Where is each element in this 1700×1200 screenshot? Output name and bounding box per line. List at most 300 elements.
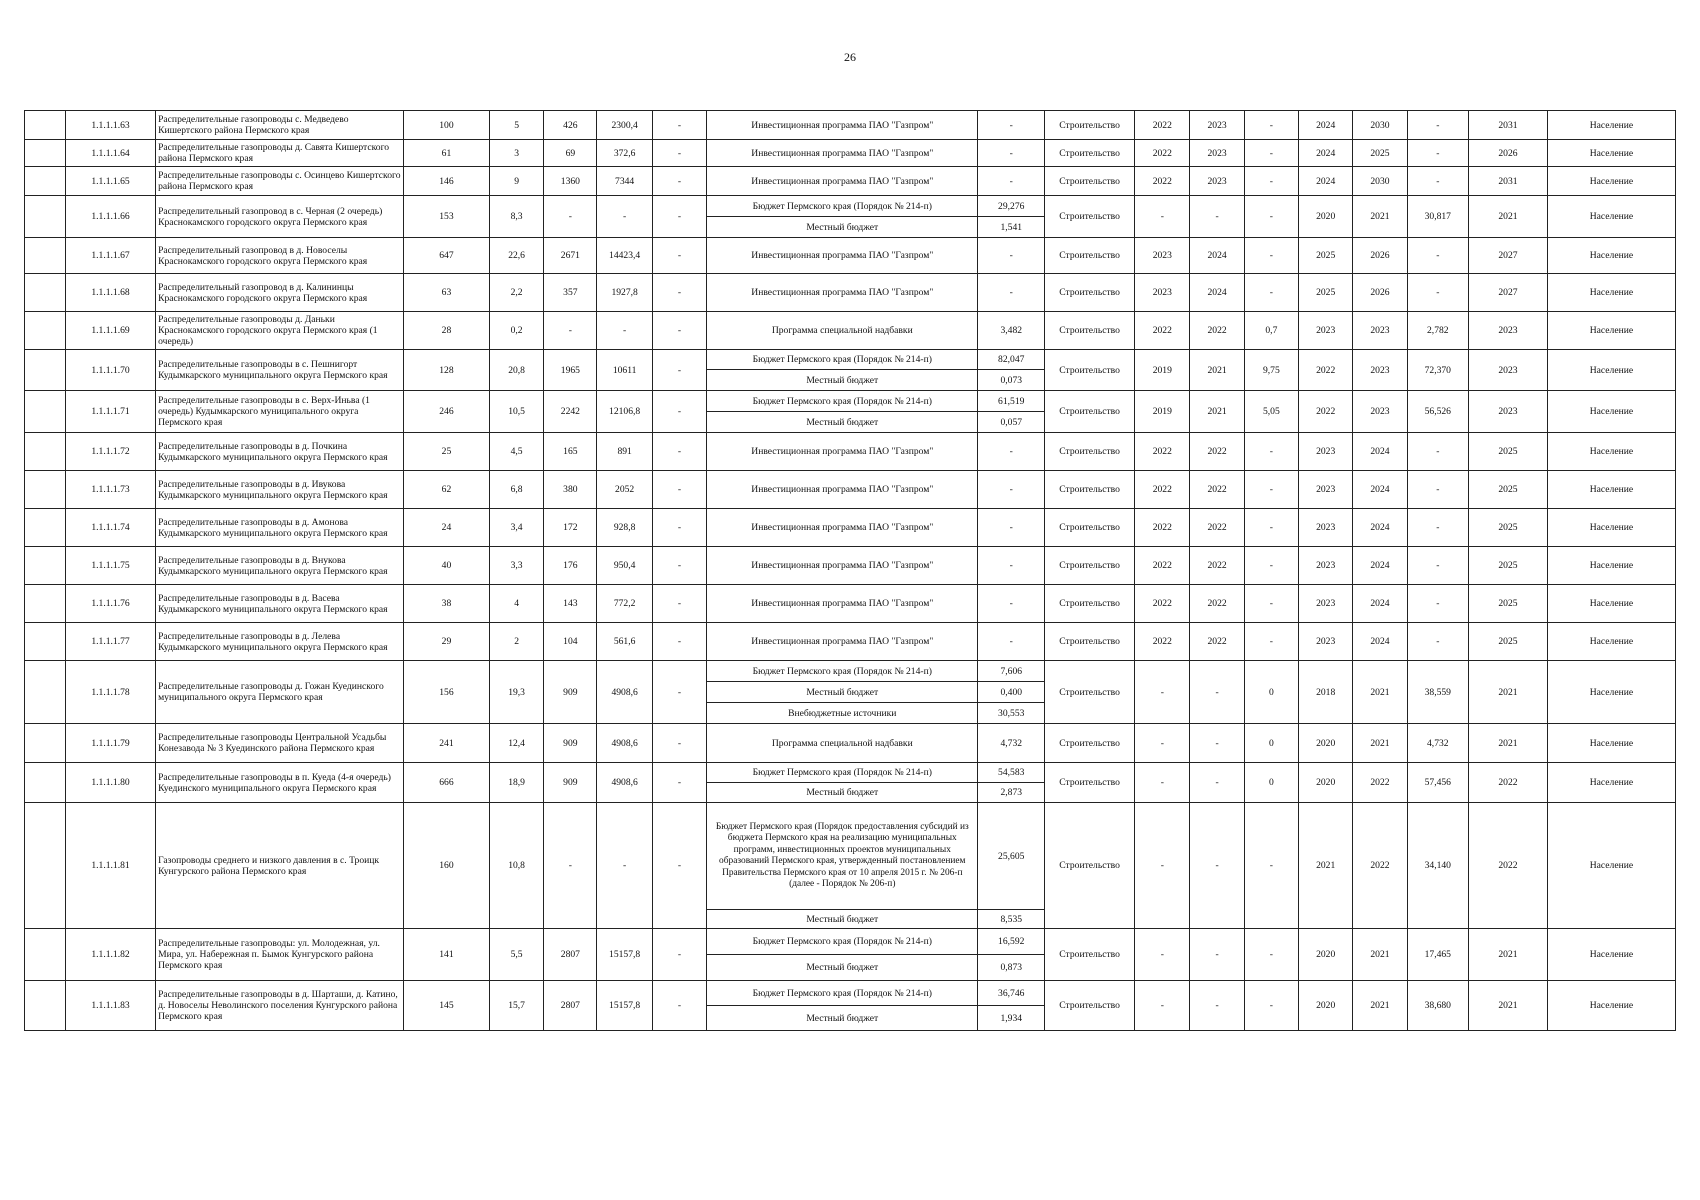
purpose: Население bbox=[1547, 724, 1675, 763]
value-cell: - bbox=[1244, 623, 1298, 661]
year-cell: - bbox=[1135, 929, 1190, 981]
purpose: Население bbox=[1547, 661, 1675, 724]
value-cell: - bbox=[652, 509, 706, 547]
year-cell: 2022 bbox=[1190, 547, 1244, 585]
year-cell: 2025 bbox=[1469, 471, 1548, 509]
funding-amount: 8,535 bbox=[978, 910, 1045, 929]
funding-source: Бюджет Пермского края (Порядок № 214-п) bbox=[707, 929, 978, 955]
value-cell: - bbox=[1407, 433, 1468, 471]
item-code: 1.1.1.1.71 bbox=[65, 391, 155, 433]
funding-amount: 7,606 bbox=[978, 661, 1045, 682]
year-cell: 2021 bbox=[1469, 929, 1548, 981]
value-cell: 241 bbox=[403, 724, 489, 763]
year-cell: 2026 bbox=[1353, 238, 1407, 274]
value-cell: 1360 bbox=[544, 167, 597, 196]
value-cell: 141 bbox=[403, 929, 489, 981]
table-row bbox=[25, 111, 1676, 140]
value-cell: 30,817 bbox=[1407, 196, 1468, 238]
funding-amount: 2,873 bbox=[978, 783, 1045, 803]
value-cell: 4 bbox=[489, 585, 543, 623]
table-row bbox=[25, 312, 1676, 350]
funding-amount: 1,934 bbox=[978, 1006, 1045, 1031]
table-row bbox=[25, 724, 1676, 763]
value-cell: - bbox=[1407, 471, 1468, 509]
value-cell: 100 bbox=[403, 111, 489, 140]
table-row bbox=[25, 981, 1676, 1006]
purpose: Население bbox=[1547, 274, 1675, 312]
work-type: Строительство bbox=[1045, 661, 1135, 724]
funding-amount: - bbox=[978, 471, 1045, 509]
object-name: Распределительные газопроводы в д. Внукова Кудымкарского муниципального округа Пермского края bbox=[156, 547, 404, 585]
blank-cell bbox=[25, 140, 66, 167]
year-cell: 2023 bbox=[1469, 312, 1548, 350]
page-number: 26 bbox=[844, 50, 856, 64]
value-cell: - bbox=[544, 196, 597, 238]
value-cell: 2,2 bbox=[489, 274, 543, 312]
purpose: Население bbox=[1547, 471, 1675, 509]
blank-cell bbox=[25, 312, 66, 350]
purpose: Население bbox=[1547, 803, 1675, 929]
object-name: Распределительные газопроводы в с. Верх-Иньва (1 очередь) Кудымкарского муниципального округа Пермского края bbox=[156, 391, 404, 433]
year-cell: 2025 bbox=[1353, 140, 1407, 167]
year-cell: 2021 bbox=[1469, 724, 1548, 763]
funding-amount: - bbox=[978, 585, 1045, 623]
year-cell: 2022 bbox=[1190, 585, 1244, 623]
year-cell: 2023 bbox=[1299, 623, 1353, 661]
blank-cell bbox=[25, 391, 66, 433]
value-cell: 9 bbox=[489, 167, 543, 196]
value-cell: - bbox=[1407, 140, 1468, 167]
year-cell: 2025 bbox=[1299, 238, 1353, 274]
blank-cell bbox=[25, 471, 66, 509]
gas-pipeline-table bbox=[24, 110, 1676, 1031]
year-cell: - bbox=[1190, 763, 1244, 803]
year-cell: 2021 bbox=[1190, 391, 1244, 433]
value-cell: 143 bbox=[544, 585, 597, 623]
value-cell: 12,4 bbox=[489, 724, 543, 763]
year-cell: 2019 bbox=[1135, 350, 1190, 391]
value-cell: - bbox=[652, 274, 706, 312]
purpose: Население bbox=[1547, 547, 1675, 585]
object-name: Распределительные газопроводы с. Медведево Кишертского района Пермского края bbox=[156, 111, 404, 140]
item-code: 1.1.1.1.83 bbox=[65, 981, 155, 1031]
value-cell: 4,5 bbox=[489, 433, 543, 471]
value-cell: - bbox=[652, 471, 706, 509]
year-cell: - bbox=[1135, 196, 1190, 238]
year-cell: 2021 bbox=[1469, 661, 1548, 724]
value-cell: 62 bbox=[403, 471, 489, 509]
table-row bbox=[25, 196, 1676, 217]
funding-source: Бюджет Пермского края (Порядок предоставления субсидий из бюджета Пермского края на реализацию муниципальных программ, инвестиционных проектов муниципальных образований Пермского края, утвержденный постановлением Правительства Пермского края от 10 апреля 2015 г. № 206-п (далее - Порядок № 206-п) bbox=[707, 803, 978, 910]
value-cell: 3 bbox=[489, 140, 543, 167]
year-cell: 2020 bbox=[1299, 981, 1353, 1031]
value-cell: 2807 bbox=[544, 981, 597, 1031]
work-type: Строительство bbox=[1045, 929, 1135, 981]
year-cell: 2030 bbox=[1353, 111, 1407, 140]
funding-source: Инвестиционная программа ПАО "Газпром" bbox=[707, 433, 978, 471]
value-cell: 34,140 bbox=[1407, 803, 1468, 929]
value-cell: 2,782 bbox=[1407, 312, 1468, 350]
object-name: Распределительный газопровод в д. Калининцы Краснокамского городского округа Пермского края bbox=[156, 274, 404, 312]
funding-amount: 3,482 bbox=[978, 312, 1045, 350]
funding-source: Инвестиционная программа ПАО "Газпром" bbox=[707, 547, 978, 585]
funding-amount: 36,746 bbox=[978, 981, 1045, 1006]
year-cell: 2022 bbox=[1135, 140, 1190, 167]
value-cell: 38,680 bbox=[1407, 981, 1468, 1031]
value-cell: 2052 bbox=[597, 471, 652, 509]
value-cell: 128 bbox=[403, 350, 489, 391]
year-cell: - bbox=[1190, 929, 1244, 981]
value-cell: 928,8 bbox=[597, 509, 652, 547]
purpose: Население bbox=[1547, 312, 1675, 350]
value-cell: - bbox=[652, 196, 706, 238]
value-cell: 38,559 bbox=[1407, 661, 1468, 724]
year-cell: 2023 bbox=[1299, 547, 1353, 585]
year-cell: 2024 bbox=[1353, 509, 1407, 547]
funding-source: Инвестиционная программа ПАО "Газпром" bbox=[707, 623, 978, 661]
funding-amount: 29,276 bbox=[978, 196, 1045, 217]
blank-cell bbox=[25, 623, 66, 661]
year-cell: 2022 bbox=[1469, 803, 1548, 929]
object-name: Распределительные газопроводы д. Даньки Краснокамского городского округа Пермского края (1 очередь) bbox=[156, 312, 404, 350]
funding-amount: - bbox=[978, 623, 1045, 661]
value-cell: 19,3 bbox=[489, 661, 543, 724]
year-cell: 2022 bbox=[1299, 391, 1353, 433]
year-cell: 2025 bbox=[1299, 274, 1353, 312]
year-cell: 2023 bbox=[1353, 350, 1407, 391]
blank-cell bbox=[25, 433, 66, 471]
object-name: Распределительные газопроводы в д. Шарташи, д. Катино, д. Новоселы Неволинского поселения Кунгурского района Пермского края bbox=[156, 981, 404, 1031]
value-cell: 72,370 bbox=[1407, 350, 1468, 391]
funding-source: Бюджет Пермского края (Порядок № 214-п) bbox=[707, 661, 978, 682]
value-cell: 56,526 bbox=[1407, 391, 1468, 433]
funding-source: Инвестиционная программа ПАО "Газпром" bbox=[707, 167, 978, 196]
table-row bbox=[25, 509, 1676, 547]
blank-cell bbox=[25, 585, 66, 623]
funding-source: Инвестиционная программа ПАО "Газпром" bbox=[707, 140, 978, 167]
year-cell: 2022 bbox=[1135, 167, 1190, 196]
year-cell: 2027 bbox=[1469, 238, 1548, 274]
year-cell: 2022 bbox=[1469, 763, 1548, 803]
object-name: Распределительные газопроводы д. Гожан Куединского муниципального округа Пермского края bbox=[156, 661, 404, 724]
blank-cell bbox=[25, 350, 66, 391]
value-cell: 666 bbox=[403, 763, 489, 803]
table-row bbox=[25, 763, 1676, 783]
blank-cell bbox=[25, 274, 66, 312]
year-cell: 2023 bbox=[1299, 509, 1353, 547]
funding-amount: 16,592 bbox=[978, 929, 1045, 955]
value-cell: 63 bbox=[403, 274, 489, 312]
funding-source: Инвестиционная программа ПАО "Газпром" bbox=[707, 238, 978, 274]
year-cell: 2024 bbox=[1353, 547, 1407, 585]
value-cell: - bbox=[1244, 803, 1298, 929]
year-cell: 2021 bbox=[1353, 196, 1407, 238]
purpose: Население bbox=[1547, 763, 1675, 803]
table-row bbox=[25, 433, 1676, 471]
year-cell: 2026 bbox=[1469, 140, 1548, 167]
value-cell: 20,8 bbox=[489, 350, 543, 391]
value-cell: 426 bbox=[544, 111, 597, 140]
object-name: Распределительные газопроводы в д. Почкина Кудымкарского муниципального округа Пермского края bbox=[156, 433, 404, 471]
purpose: Население bbox=[1547, 167, 1675, 196]
table-row bbox=[25, 167, 1676, 196]
funding-amount: 82,047 bbox=[978, 350, 1045, 370]
year-cell: 2021 bbox=[1353, 661, 1407, 724]
value-cell: 4908,6 bbox=[597, 724, 652, 763]
value-cell: 2242 bbox=[544, 391, 597, 433]
year-cell: 2023 bbox=[1190, 111, 1244, 140]
item-code: 1.1.1.1.65 bbox=[65, 167, 155, 196]
work-type: Строительство bbox=[1045, 238, 1135, 274]
value-cell: - bbox=[652, 981, 706, 1031]
funding-amount: - bbox=[978, 140, 1045, 167]
item-code: 1.1.1.1.80 bbox=[65, 763, 155, 803]
value-cell: - bbox=[652, 238, 706, 274]
value-cell: 9,75 bbox=[1244, 350, 1298, 391]
funding-source: Инвестиционная программа ПАО "Газпром" bbox=[707, 585, 978, 623]
value-cell: 891 bbox=[597, 433, 652, 471]
value-cell: 3,4 bbox=[489, 509, 543, 547]
work-type: Строительство bbox=[1045, 312, 1135, 350]
funding-source: Бюджет Пермского края (Порядок № 214-п) bbox=[707, 391, 978, 412]
year-cell: 2024 bbox=[1190, 274, 1244, 312]
purpose: Население bbox=[1547, 391, 1675, 433]
year-cell: 2022 bbox=[1135, 111, 1190, 140]
value-cell: 8,3 bbox=[489, 196, 543, 238]
year-cell: 2031 bbox=[1469, 167, 1548, 196]
funding-amount: 4,732 bbox=[978, 724, 1045, 763]
object-name: Распределительные газопроводы в д. Амонова Кудымкарского муниципального округа Пермского края bbox=[156, 509, 404, 547]
value-cell: - bbox=[1407, 623, 1468, 661]
value-cell: 4,732 bbox=[1407, 724, 1468, 763]
year-cell: 2021 bbox=[1353, 929, 1407, 981]
funding-source: Инвестиционная программа ПАО "Газпром" bbox=[707, 471, 978, 509]
item-code: 1.1.1.1.82 bbox=[65, 929, 155, 981]
year-cell: 2025 bbox=[1469, 623, 1548, 661]
value-cell: - bbox=[652, 623, 706, 661]
value-cell: 0 bbox=[1244, 763, 1298, 803]
item-code: 1.1.1.1.81 bbox=[65, 803, 155, 929]
value-cell: 3,3 bbox=[489, 547, 543, 585]
year-cell: 2022 bbox=[1135, 312, 1190, 350]
year-cell: - bbox=[1190, 803, 1244, 929]
value-cell: 5,05 bbox=[1244, 391, 1298, 433]
funding-amount: 1,541 bbox=[978, 217, 1045, 238]
blank-cell bbox=[25, 803, 66, 929]
table-row bbox=[25, 623, 1676, 661]
value-cell: - bbox=[652, 433, 706, 471]
value-cell: - bbox=[652, 547, 706, 585]
value-cell: 61 bbox=[403, 140, 489, 167]
item-code: 1.1.1.1.68 bbox=[65, 274, 155, 312]
work-type: Строительство bbox=[1045, 433, 1135, 471]
year-cell: 2022 bbox=[1135, 433, 1190, 471]
value-cell: - bbox=[1244, 167, 1298, 196]
purpose: Население bbox=[1547, 585, 1675, 623]
year-cell: - bbox=[1190, 661, 1244, 724]
year-cell: 2025 bbox=[1469, 585, 1548, 623]
value-cell: 25 bbox=[403, 433, 489, 471]
funding-amount: - bbox=[978, 547, 1045, 585]
year-cell: - bbox=[1135, 763, 1190, 803]
value-cell: 647 bbox=[403, 238, 489, 274]
funding-amount: - bbox=[978, 238, 1045, 274]
value-cell: 10,8 bbox=[489, 803, 543, 929]
value-cell: 0 bbox=[1244, 724, 1298, 763]
value-cell: 1927,8 bbox=[597, 274, 652, 312]
object-name: Распределительные газопроводы: ул. Молодежная, ул. Мира, ул. Набережная п. Бымок Кунгурского района Пермского края bbox=[156, 929, 404, 981]
year-cell: 2021 bbox=[1190, 350, 1244, 391]
value-cell: 18,9 bbox=[489, 763, 543, 803]
value-cell: - bbox=[1244, 140, 1298, 167]
item-code: 1.1.1.1.63 bbox=[65, 111, 155, 140]
value-cell: 40 bbox=[403, 547, 489, 585]
value-cell: 22,6 bbox=[489, 238, 543, 274]
table-row bbox=[25, 350, 1676, 370]
work-type: Строительство bbox=[1045, 391, 1135, 433]
work-type: Строительство bbox=[1045, 111, 1135, 140]
year-cell: 2022 bbox=[1190, 623, 1244, 661]
value-cell: 380 bbox=[544, 471, 597, 509]
item-code: 1.1.1.1.69 bbox=[65, 312, 155, 350]
value-cell: 160 bbox=[403, 803, 489, 929]
value-cell: 15157,8 bbox=[597, 981, 652, 1031]
funding-amount: 0,073 bbox=[978, 370, 1045, 391]
work-type: Строительство bbox=[1045, 140, 1135, 167]
value-cell: 7344 bbox=[597, 167, 652, 196]
blank-cell bbox=[25, 661, 66, 724]
value-cell: 38 bbox=[403, 585, 489, 623]
value-cell: - bbox=[1244, 929, 1298, 981]
value-cell: - bbox=[652, 929, 706, 981]
year-cell: 2022 bbox=[1190, 471, 1244, 509]
value-cell: - bbox=[652, 111, 706, 140]
value-cell: 246 bbox=[403, 391, 489, 433]
funding-source: Местный бюджет bbox=[707, 1006, 978, 1031]
blank-cell bbox=[25, 547, 66, 585]
value-cell: 165 bbox=[544, 433, 597, 471]
work-type: Строительство bbox=[1045, 274, 1135, 312]
value-cell: 24 bbox=[403, 509, 489, 547]
year-cell: 2022 bbox=[1353, 763, 1407, 803]
value-cell: 0,7 bbox=[1244, 312, 1298, 350]
value-cell: - bbox=[597, 803, 652, 929]
value-cell: - bbox=[1244, 238, 1298, 274]
work-type: Строительство bbox=[1045, 763, 1135, 803]
funding-source: Местный бюджет bbox=[707, 783, 978, 803]
object-name: Распределительный газопровод в с. Черная (2 очередь) Краснокамского городского округа Пермского края bbox=[156, 196, 404, 238]
funding-source: Местный бюджет bbox=[707, 370, 978, 391]
object-name: Распределительные газопроводы с. Осинцево Кишертского района Пермского края bbox=[156, 167, 404, 196]
year-cell: 2022 bbox=[1135, 509, 1190, 547]
funding-source: Бюджет Пермского края (Порядок № 214-п) bbox=[707, 763, 978, 783]
year-cell: 2024 bbox=[1353, 433, 1407, 471]
value-cell: - bbox=[1244, 547, 1298, 585]
object-name: Распределительные газопроводы в п. Куеда (4-я очередь) Куединского муниципального округа Пермского края bbox=[156, 763, 404, 803]
value-cell: 146 bbox=[403, 167, 489, 196]
table-body bbox=[25, 111, 1676, 1031]
value-cell: - bbox=[544, 312, 597, 350]
value-cell: - bbox=[1407, 238, 1468, 274]
table-row bbox=[25, 471, 1676, 509]
year-cell: 2022 bbox=[1190, 509, 1244, 547]
value-cell: - bbox=[1407, 509, 1468, 547]
work-type: Строительство bbox=[1045, 471, 1135, 509]
table-row bbox=[25, 238, 1676, 274]
year-cell: 2024 bbox=[1353, 585, 1407, 623]
item-code: 1.1.1.1.72 bbox=[65, 433, 155, 471]
table-row bbox=[25, 391, 1676, 412]
funding-amount: - bbox=[978, 509, 1045, 547]
year-cell: 2021 bbox=[1353, 724, 1407, 763]
year-cell: 2022 bbox=[1353, 803, 1407, 929]
funding-source: Местный бюджет bbox=[707, 412, 978, 433]
blank-cell bbox=[25, 167, 66, 196]
value-cell: - bbox=[1244, 111, 1298, 140]
value-cell: 0,2 bbox=[489, 312, 543, 350]
year-cell: 2026 bbox=[1353, 274, 1407, 312]
year-cell: 2031 bbox=[1469, 111, 1548, 140]
table-container bbox=[24, 110, 1676, 1031]
funding-amount: - bbox=[978, 111, 1045, 140]
item-code: 1.1.1.1.76 bbox=[65, 585, 155, 623]
value-cell: 950,4 bbox=[597, 547, 652, 585]
object-name: Распределительные газопроводы в с. Пешнигорт Кудымкарского муниципального округа Пермского края bbox=[156, 350, 404, 391]
value-cell: 15,7 bbox=[489, 981, 543, 1031]
item-code: 1.1.1.1.74 bbox=[65, 509, 155, 547]
value-cell: - bbox=[1407, 111, 1468, 140]
value-cell: 2 bbox=[489, 623, 543, 661]
year-cell: 2021 bbox=[1299, 803, 1353, 929]
year-cell: 2030 bbox=[1353, 167, 1407, 196]
year-cell: 2024 bbox=[1299, 167, 1353, 196]
item-code: 1.1.1.1.64 bbox=[65, 140, 155, 167]
purpose: Население bbox=[1547, 433, 1675, 471]
year-cell: 2024 bbox=[1299, 111, 1353, 140]
funding-source: Бюджет Пермского края (Порядок № 214-п) bbox=[707, 196, 978, 217]
year-cell: - bbox=[1190, 724, 1244, 763]
year-cell: 2021 bbox=[1469, 196, 1548, 238]
value-cell: - bbox=[1244, 471, 1298, 509]
value-cell: 909 bbox=[544, 763, 597, 803]
value-cell: 5,5 bbox=[489, 929, 543, 981]
year-cell: - bbox=[1135, 724, 1190, 763]
year-cell: 2021 bbox=[1353, 981, 1407, 1031]
object-name: Распределительные газопроводы Центральной Усадьбы Конезавода № 3 Куединского района Пермского края bbox=[156, 724, 404, 763]
value-cell: 772,2 bbox=[597, 585, 652, 623]
value-cell: - bbox=[652, 585, 706, 623]
funding-amount: 0,400 bbox=[978, 682, 1045, 703]
funding-amount: 30,553 bbox=[978, 703, 1045, 724]
value-cell: 17,465 bbox=[1407, 929, 1468, 981]
work-type: Строительство bbox=[1045, 585, 1135, 623]
funding-amount: 25,605 bbox=[978, 803, 1045, 910]
funding-source: Программа специальной надбавки bbox=[707, 312, 978, 350]
blank-cell bbox=[25, 763, 66, 803]
funding-amount: - bbox=[978, 433, 1045, 471]
value-cell: 145 bbox=[403, 981, 489, 1031]
year-cell: 2024 bbox=[1353, 471, 1407, 509]
year-cell: 2025 bbox=[1469, 547, 1548, 585]
value-cell: - bbox=[652, 661, 706, 724]
work-type: Строительство bbox=[1045, 724, 1135, 763]
value-cell: - bbox=[652, 350, 706, 391]
value-cell: 176 bbox=[544, 547, 597, 585]
value-cell: 357 bbox=[544, 274, 597, 312]
value-cell: 10,5 bbox=[489, 391, 543, 433]
value-cell: - bbox=[1244, 274, 1298, 312]
funding-amount: 0,873 bbox=[978, 955, 1045, 981]
